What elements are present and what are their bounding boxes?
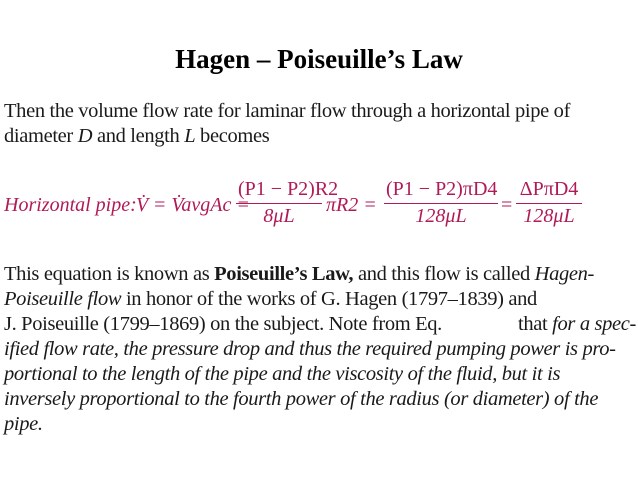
body-line-3 [4,312,636,337]
body-text: and this flow is called [357,263,530,285]
page-title: Hagen – Poiseuille’s Law [175,44,463,74]
body-line-4: ified flow rate, the pressure drop and thus the required pumping power is pro- [4,338,616,360]
var-d: D [77,125,93,147]
body-italic-text: for a spec- [552,313,636,335]
fraction-3-denominator: 128μL [523,205,575,227]
formula-term-2: πR2 = [326,194,377,216]
body-text: in honor of the works of G. Hagen (1797–1839) and [125,288,537,310]
body-italic-text: Poiseuille flow [4,288,122,310]
intro-text: becomes [200,125,270,147]
body-line-3-end [518,312,636,337]
fraction-1-denominator: 8μL [263,205,295,227]
fraction-bar [384,203,498,204]
fraction-bar [236,203,322,204]
formula-term-3: = [501,194,513,216]
fraction-2 [384,178,498,228]
body-line-7: pipe. [4,413,43,435]
fraction-3-numerator: ΔPπD4 [519,178,579,200]
formula-term-1: V̇ = V̇avgAc = [136,194,250,216]
intro-line-2 [4,124,636,149]
body-text: that [518,313,548,335]
body-line-2 [4,287,636,312]
fraction-1 [236,178,339,228]
var-l: L [184,125,196,147]
formula-label: Horizontal pipe: [4,194,137,216]
fraction-3 [516,178,582,228]
fraction-1-numerator: (P1 − P2)R2 [238,178,339,200]
flow-rate-equation [4,178,636,236]
body-paragraph [4,262,636,437]
body-italic-text: Hagen- [534,263,595,285]
body-text: This equation is known as [4,263,210,285]
intro-text: and length [96,125,180,147]
body-line-6: inversely proportional to the fourth power of the radius (or diameter) of the [4,388,599,410]
law-name: Poiseuille’s Law, [214,263,354,285]
intro-paragraph [4,99,636,149]
intro-line-1: Then the volume flow rate for laminar flow through a horizontal pipe of [4,100,571,122]
fraction-2-numerator: (P1 − P2)πD4 [386,178,498,200]
fraction-2-denominator: 128μL [415,205,467,227]
body-text: J. Poiseuille (1799–1869) on the subject. Note from Eq. [4,313,442,335]
fraction-bar [516,203,582,204]
intro-text: diameter [4,125,73,147]
body-line-5: portional to the length of the pipe and the viscosity of the fluid, but it is [4,363,561,385]
body-line-1 [4,262,636,287]
